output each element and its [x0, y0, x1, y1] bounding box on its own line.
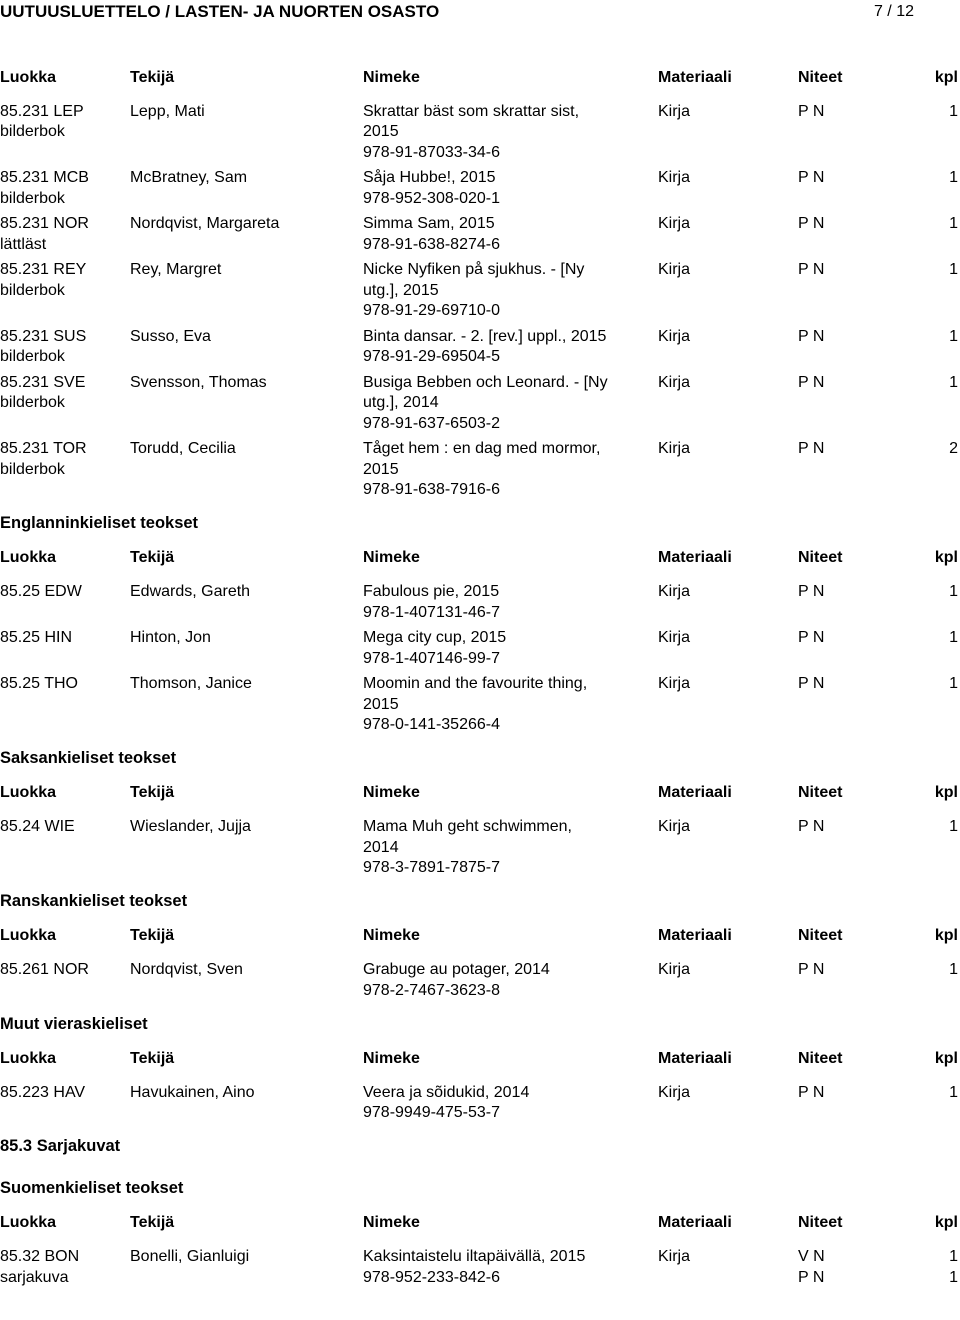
- cell-material: [658, 260, 690, 281]
- cell-title: [363, 817, 572, 879]
- title-line: 2015: [363, 123, 399, 141]
- count-line: 1: [949, 327, 958, 345]
- cell-title: [363, 628, 506, 669]
- column-header-copies-type: Niteet: [798, 549, 843, 567]
- title-line: Tåget hem : en dag med mormor,: [363, 440, 601, 458]
- cell-title: [363, 373, 608, 435]
- title-line: 978-91-29-69504-5: [363, 348, 500, 366]
- title-line: 978-91-637-6503-2: [363, 414, 500, 432]
- table-header: [0, 548, 960, 569]
- column-header-material: Materiaali: [658, 1049, 732, 1067]
- catalog-section: [0, 513, 960, 736]
- author-text: Havukainen, Aino: [130, 1083, 255, 1101]
- section-title: Englanninkieliset teokset: [0, 514, 199, 533]
- cell-copies-type: [798, 168, 824, 189]
- table-row: [0, 628, 960, 669]
- title-line: 978-952-308-020-1: [363, 189, 500, 207]
- class-line: 85.25 EDW: [0, 583, 82, 601]
- title-line: 978-3-7891-7875-7: [363, 859, 500, 877]
- copies-type-line: P N: [798, 169, 825, 187]
- count-line: 1: [949, 1083, 958, 1101]
- title-line: 2015: [363, 460, 399, 478]
- cell-class: [0, 960, 89, 981]
- count-line: 1: [949, 169, 958, 187]
- cell-author: [130, 214, 279, 235]
- material-text: Kirja: [658, 261, 691, 279]
- table-header: [0, 926, 960, 947]
- column-header-count: kpl: [934, 1049, 958, 1067]
- column-header-material: Materiaali: [658, 1214, 732, 1232]
- material-text: Kirja: [658, 1083, 691, 1101]
- title-line: 978-2-7467-3623-8: [363, 981, 500, 999]
- author-text: Hinton, Jon: [130, 629, 211, 647]
- column-header-count: kpl: [934, 549, 958, 567]
- class-line: 85.231 MCB: [0, 169, 89, 187]
- catalog-section: [0, 68, 960, 501]
- class-line: 85.223 HAV: [0, 1083, 86, 1101]
- column-header-class: Luokka: [0, 1049, 57, 1067]
- column-header-copies-type: Niteet: [798, 927, 843, 945]
- author-text: Bonelli, Gianluigi: [130, 1248, 250, 1266]
- cell-author: [130, 960, 243, 981]
- copies-type-line: P N: [798, 961, 825, 979]
- column-header-count: kpl: [934, 927, 958, 945]
- class-line: bilderbok: [0, 460, 65, 478]
- copies-type-line: P N: [798, 583, 825, 601]
- table-header: [0, 68, 960, 89]
- column-header-class: Luokka: [0, 549, 57, 567]
- author-text: Nordqvist, Margareta: [130, 215, 280, 233]
- column-header-count: kpl: [934, 68, 958, 86]
- material-text: Kirja: [658, 169, 691, 187]
- column-header-copies-type: Niteet: [798, 1049, 843, 1067]
- column-header-author: Tekijä: [130, 927, 175, 945]
- cell-title: [363, 1247, 585, 1288]
- material-text: Kirja: [658, 373, 691, 391]
- catalog-list: [0, 68, 960, 1294]
- table-row: [0, 817, 960, 879]
- table-header: [0, 1049, 960, 1070]
- material-text: Kirja: [658, 583, 691, 601]
- column-header-count: kpl: [934, 1214, 958, 1232]
- material-text: Kirja: [658, 675, 691, 693]
- material-text: Kirja: [658, 215, 691, 233]
- class-line: 85.32 BON: [0, 1248, 80, 1266]
- column-header-copies-type: Niteet: [798, 784, 843, 802]
- class-line: 85.25 HIN: [0, 629, 73, 647]
- column-header-title: Nimeke: [363, 784, 420, 802]
- table-row: [0, 1247, 960, 1288]
- column-header-copies-type: Niteet: [798, 68, 843, 86]
- cell-count: [949, 1083, 958, 1104]
- title-line: Kaksintaistelu iltapäivällä, 2015: [363, 1248, 586, 1266]
- cell-class: [0, 214, 89, 255]
- cell-count: [949, 260, 958, 281]
- title-line: Veera ja sõidukid, 2014: [363, 1083, 530, 1101]
- cell-copies-type: [798, 674, 824, 695]
- author-text: McBratney, Sam: [130, 169, 248, 187]
- column-header-author: Tekijä: [130, 784, 175, 802]
- cell-count: [949, 628, 958, 649]
- column-header-title: Nimeke: [363, 549, 420, 567]
- cell-author: [130, 327, 211, 348]
- cell-material: [658, 439, 690, 460]
- table-row: [0, 214, 960, 255]
- class-line: bilderbok: [0, 123, 65, 141]
- cell-author: [130, 582, 250, 603]
- section-title: Muut vieraskieliset: [0, 1014, 148, 1033]
- cell-material: [658, 674, 690, 695]
- title-line: 978-9949-475-53-7: [363, 1104, 500, 1122]
- column-header-class: Luokka: [0, 68, 57, 86]
- count-line: 1: [949, 818, 958, 836]
- cell-copies-type: [798, 102, 824, 123]
- material-text: Kirja: [658, 327, 691, 345]
- title-line: utg.], 2014: [363, 394, 439, 412]
- title-line: Såja Hubbe!, 2015: [363, 169, 496, 187]
- cell-class: [0, 439, 87, 480]
- cell-copies-type: [798, 582, 824, 603]
- cell-author: [130, 373, 267, 394]
- cell-title: [363, 214, 500, 255]
- title-line: utg.], 2015: [363, 281, 439, 299]
- cell-title: [363, 168, 500, 209]
- author-text: Wieslander, Jujja: [130, 818, 251, 836]
- cell-copies-type: [798, 373, 824, 394]
- title-line: Nicke Nyfiken på sjukhus. - [Ny: [363, 261, 585, 279]
- class-line: bilderbok: [0, 189, 65, 207]
- cell-copies-type: [798, 327, 824, 348]
- title-line: 978-0-141-35266-4: [363, 716, 500, 734]
- class-line: 85.231 SUS: [0, 327, 87, 345]
- cell-copies-type: [798, 817, 824, 838]
- table-row: [0, 102, 960, 164]
- cell-count: [949, 582, 958, 603]
- copies-type-line: P N: [798, 373, 825, 391]
- copies-type-line: V N: [798, 1248, 825, 1266]
- title-line: Simma Sam, 2015: [363, 215, 495, 233]
- cell-class: [0, 582, 82, 603]
- catalog-section: [0, 748, 960, 879]
- title-line: Grabuge au potager, 2014: [363, 961, 550, 979]
- page-separator: /: [887, 3, 892, 20]
- column-header-title: Nimeke: [363, 1049, 420, 1067]
- title-line: 978-91-638-8274-6: [363, 235, 500, 253]
- column-header-class: Luokka: [0, 927, 57, 945]
- cell-count: [949, 960, 958, 981]
- title-line: 978-952-233-842-6: [363, 1268, 500, 1286]
- current-page: 7: [873, 3, 883, 20]
- cell-title: [363, 327, 606, 368]
- cell-material: [658, 1083, 690, 1104]
- cell-count: [949, 674, 958, 695]
- material-text: Kirja: [658, 629, 691, 647]
- cell-class: [0, 817, 75, 838]
- cell-author: [130, 817, 251, 838]
- table-header: [0, 1213, 960, 1234]
- cell-title: [363, 260, 584, 322]
- total-pages: 12: [896, 3, 914, 20]
- count-line: 1: [949, 102, 958, 120]
- class-line: 85.231 NOR: [0, 215, 89, 233]
- author-text: Edwards, Gareth: [130, 583, 251, 601]
- material-text: Kirja: [658, 961, 691, 979]
- cell-title: [363, 960, 550, 1001]
- cell-material: [658, 102, 690, 123]
- cell-author: [130, 628, 211, 649]
- cell-material: [658, 628, 690, 649]
- column-header-title: Nimeke: [363, 927, 420, 945]
- table-row: [0, 373, 960, 435]
- cell-material: [658, 960, 690, 981]
- material-text: Kirja: [658, 440, 691, 458]
- cell-material: [658, 582, 690, 603]
- cell-count: [949, 168, 958, 189]
- column-header-copies-type: Niteet: [798, 1214, 843, 1232]
- column-header-material: Materiaali: [658, 784, 732, 802]
- cell-material: [658, 817, 690, 838]
- author-text: Nordqvist, Sven: [130, 961, 243, 979]
- class-line: 85.261 NOR: [0, 961, 89, 979]
- cell-material: [658, 1247, 690, 1268]
- cell-title: [363, 439, 600, 501]
- author-text: Susso, Eva: [130, 327, 211, 345]
- column-header-material: Materiaali: [658, 68, 732, 86]
- cell-count: [949, 817, 958, 838]
- copies-type-line: P N: [798, 1268, 825, 1286]
- table-row: [0, 1083, 960, 1124]
- cell-author: [130, 1247, 249, 1268]
- column-header-count: kpl: [934, 784, 958, 802]
- count-line: 1: [949, 215, 958, 233]
- copies-type-line: P N: [798, 327, 825, 345]
- cell-class: [0, 260, 86, 301]
- material-text: Kirja: [658, 1248, 691, 1266]
- title-line: Binta dansar. - 2. [rev.] uppl., 2015: [363, 327, 607, 345]
- section-title: Suomenkieliset teokset: [0, 1179, 184, 1198]
- title-line: 978-1-407131-46-7: [363, 603, 500, 621]
- cell-copies-type: [798, 1083, 824, 1104]
- count-line: 1: [949, 629, 958, 647]
- cell-author: [130, 674, 252, 695]
- cell-class: [0, 1247, 79, 1288]
- copies-type-line: P N: [798, 102, 825, 120]
- author-text: Svensson, Thomas: [130, 373, 267, 391]
- column-header-material: Materiaali: [658, 549, 732, 567]
- section-title: Ranskankieliset teokset: [0, 892, 188, 911]
- cell-class: [0, 674, 78, 695]
- cell-author: [130, 260, 221, 281]
- title-line: 2015: [363, 695, 399, 713]
- title-line: Busiga Bebben och Leonard. - [Ny: [363, 373, 608, 391]
- cell-count: [949, 102, 958, 123]
- cell-count: [949, 439, 958, 460]
- title-line: Fabulous pie, 2015: [363, 583, 500, 601]
- cell-material: [658, 327, 690, 348]
- cell-count: [949, 373, 958, 394]
- author-text: Rey, Margret: [130, 261, 222, 279]
- title-line: Skrattar bäst som skrattar sist,: [363, 102, 580, 120]
- title-line: 978-91-29-69710-0: [363, 302, 500, 320]
- column-header-author: Tekijä: [130, 1214, 175, 1232]
- section-title: Saksankieliset teokset: [0, 749, 177, 768]
- column-header-class: Luokka: [0, 1214, 57, 1232]
- column-header-author: Tekijä: [130, 1049, 175, 1067]
- class-line: lättläst: [0, 235, 47, 253]
- column-header-author: Tekijä: [130, 68, 175, 86]
- cell-class: [0, 1083, 85, 1104]
- catalog-section: [0, 891, 960, 1001]
- cell-title: [363, 102, 579, 164]
- title-line: 978-91-87033-34-6: [363, 143, 500, 161]
- column-header-title: Nimeke: [363, 1214, 420, 1232]
- cell-author: [130, 168, 247, 189]
- count-line: 1: [949, 1248, 958, 1266]
- column-header-author: Tekijä: [130, 549, 175, 567]
- count-line: 1: [949, 583, 958, 601]
- cell-copies-type: [798, 960, 824, 981]
- copies-type-line: P N: [798, 675, 825, 693]
- cell-count: [949, 1247, 958, 1288]
- cell-title: [363, 674, 587, 736]
- copies-type-line: P N: [798, 215, 825, 233]
- cell-class: [0, 327, 86, 368]
- class-line: 85.231 TOR: [0, 440, 87, 458]
- class-line: 85.24 WIE: [0, 818, 75, 836]
- material-text: Kirja: [658, 818, 691, 836]
- section-title: 85.3 Sarjakuvat: [0, 1137, 121, 1156]
- table-row: [0, 168, 960, 209]
- count-line: 1: [949, 373, 958, 391]
- column-header-material: Materiaali: [658, 927, 732, 945]
- class-line: 85.231 SVE: [0, 373, 86, 391]
- title-line: 978-1-407146-99-7: [363, 649, 500, 667]
- cell-title: [363, 1083, 529, 1124]
- cell-class: [0, 373, 85, 414]
- cell-count: [949, 327, 958, 348]
- material-text: Kirja: [658, 102, 691, 120]
- title-line: Moomin and the favourite thing,: [363, 675, 588, 693]
- document-title: UUTUUSLUETTELO / LASTEN- JA NUORTEN OSASTO: [0, 2, 440, 21]
- table-row: [0, 674, 960, 736]
- catalog-section: [0, 1136, 960, 1288]
- cell-copies-type: [798, 628, 824, 649]
- cell-class: [0, 102, 84, 143]
- cell-material: [658, 168, 690, 189]
- cell-class: [0, 628, 72, 649]
- page-number: [874, 1, 914, 22]
- cell-material: [658, 373, 690, 394]
- table-header: [0, 783, 960, 804]
- cell-title: [363, 582, 500, 623]
- class-line: 85.25 THO: [0, 675, 78, 693]
- cell-author: [130, 439, 236, 460]
- count-line: 1: [949, 261, 958, 279]
- cell-count: [949, 214, 958, 235]
- table-row: [0, 327, 960, 368]
- table-row: [0, 439, 960, 501]
- class-line: sarjakuva: [0, 1268, 69, 1286]
- cell-class: [0, 168, 89, 209]
- count-line: 2: [949, 440, 958, 458]
- cell-author: [130, 1083, 255, 1104]
- title-line: Mama Muh geht schwimmen,: [363, 818, 572, 836]
- table-row: [0, 260, 960, 322]
- class-line: bilderbok: [0, 394, 65, 412]
- count-line: 1: [949, 675, 958, 693]
- class-line: 85.231 REY: [0, 261, 87, 279]
- cell-copies-type: [798, 260, 824, 281]
- page-header: [0, 1, 960, 22]
- copies-type-line: P N: [798, 1083, 825, 1101]
- table-row: [0, 582, 960, 623]
- title-line: 978-91-638-7916-6: [363, 481, 500, 499]
- count-line: 1: [949, 961, 958, 979]
- column-header-class: Luokka: [0, 784, 57, 802]
- title-line: 2014: [363, 838, 399, 856]
- cell-copies-type: [798, 1247, 825, 1288]
- title-line: Mega city cup, 2015: [363, 629, 507, 647]
- cell-copies-type: [798, 439, 824, 460]
- cell-copies-type: [798, 214, 824, 235]
- catalog-section: [0, 1014, 960, 1124]
- cell-author: [130, 102, 205, 123]
- author-text: Lepp, Mati: [130, 102, 205, 120]
- cell-material: [658, 214, 690, 235]
- class-line: bilderbok: [0, 348, 65, 366]
- copies-type-line: P N: [798, 440, 825, 458]
- table-row: [0, 960, 960, 1001]
- count-line: 1: [949, 1268, 958, 1286]
- copies-type-line: P N: [798, 261, 825, 279]
- copies-type-line: P N: [798, 629, 825, 647]
- column-header-title: Nimeke: [363, 68, 420, 86]
- author-text: Thomson, Janice: [130, 675, 252, 693]
- author-text: Torudd, Cecilia: [130, 440, 236, 458]
- class-line: 85.231 LEP: [0, 102, 84, 120]
- class-line: bilderbok: [0, 281, 65, 299]
- copies-type-line: P N: [798, 818, 825, 836]
